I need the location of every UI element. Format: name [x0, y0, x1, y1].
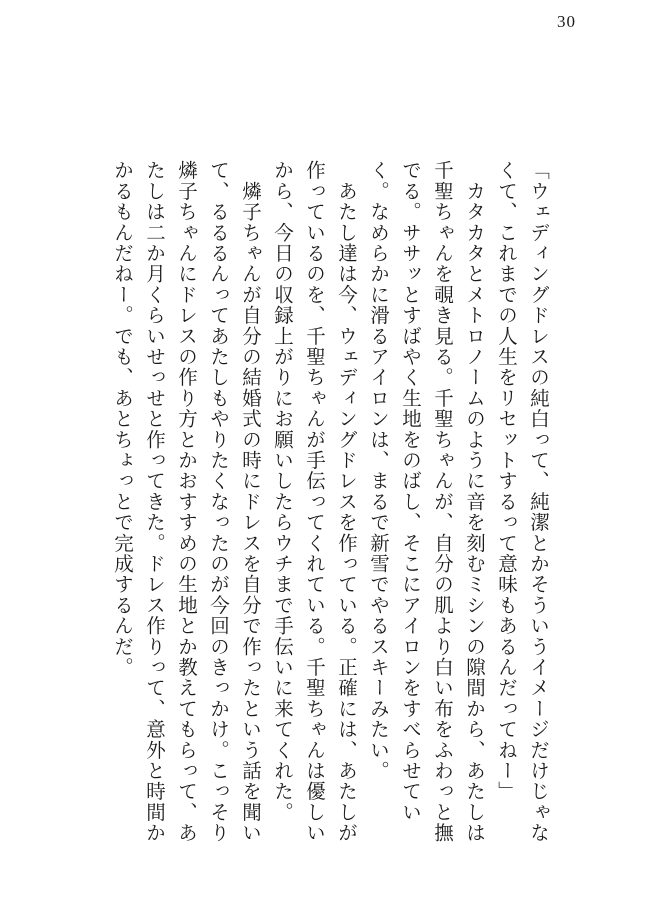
paragraph-ironing: カタカタとメトロノームのように音を刻むミシンの隙間から、あたしは千聖ちゃんを覗き見る。千聖ちゃんが、自分の肌より白い布をふわっと撫でる。ササッとすばやく生地をのばし、そこにアイロンをすべらせていく。なめらかに滑るアイロンは、まるで新雪でやるスキーみたい。 [367, 160, 486, 844]
paragraph-dialogue: 「ウェディングドレスの純白って、純潔とかそういうイメージだけじゃなくて、これまでの人生をリセットするって意味もあるんだってねー」 [495, 160, 550, 844]
paragraph-rinko: 燐子ちゃんが自分の結婚式の時にドレスを自分で作ったという話を聞いて、るるるんってあたしもやりたくなったのが今回のきっかけ。こっそり燐子ちゃんにドレスの作り方とかおすすめの生地とか教えてもらって、あたしは二か月くらいせっせと作ってきた。ドレス作りって、意外と時間かかるもんだねー。でも、あとちょっとで完成するんだ。 [111, 160, 262, 844]
body-text [94, 160, 554, 860]
paragraph-making-dress: あたし達は今、ウェディングドレスを作っている。正確には、あたしが作っているのを、千聖ちゃんが手伝ってくれている。千聖ちゃんは優しいから、今日の収録上がりにお願いしたらウチまで手伝いに来てくれた。 [271, 160, 358, 844]
page-number: 30 [557, 12, 576, 31]
